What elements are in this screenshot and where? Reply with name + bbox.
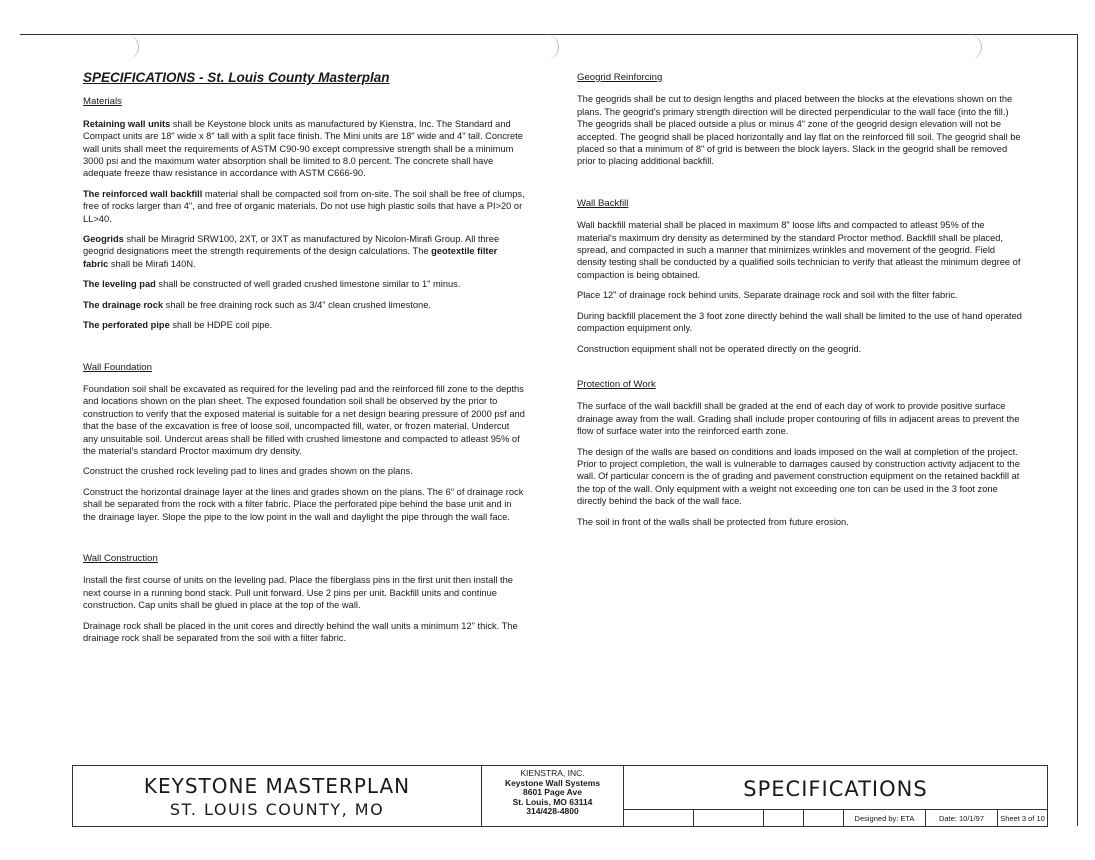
foundation-paragraph: Construct the horizontal drainage layer at the lines and grades shown on the plans. The 6" of drainage rock shall be separated from the rock with a filter fabric. Place the perforated pipe behind the base unit and in the drainage layer. Slope the pipe to the low point in the wall and daylight the pipe through the wall face. — [83, 486, 524, 522]
backfill-paragraph: Place 12" of drainage rock behind units. Separate drainage rock and soil with the filter fabric. — [577, 290, 958, 301]
bold-term: Retaining wall units — [83, 118, 171, 129]
protection-paragraph: The surface of the wall backfill shall be graded at the end of each day of work to provide positive surface drainage away from the wall. Grading shall include proper contouring of fills in adjacent areas to prevent the flow of surface water into the reinforced earth zone. — [577, 401, 1020, 437]
title-block — [72, 765, 1048, 827]
materials-paragraph — [83, 299, 525, 311]
bold-term: The leveling pad — [83, 279, 156, 290]
document-title: SPECIFICATIONS - St. Louis County Masterplan — [83, 70, 390, 85]
materials-paragraph — [83, 233, 525, 270]
bold-term: geotextile filter fabric — [83, 246, 498, 269]
materials-paragraph — [83, 278, 525, 290]
backfill-paragraph: During backfill placement the 3 foot zone directly behind the wall shall be limited to the use of hand operated compaction equipment only. — [577, 310, 1022, 334]
company-name: KIENSTRA, INC. — [520, 768, 585, 778]
section-heading-wall-foundation: Wall Foundation — [83, 361, 152, 373]
geogrid-paragraph: The geogrids shall be cut to design lengths and placed between the blocks at the elevations shown on the plans. The geogrid's primary strength direction will be directed perpendicular to the wall face (into the fill.) The geogrids shall be placed outside a plus or minus 4" zone of the geogrid design elevation will not be accepted. The geogrid shall be placed horizontally and lay flat on the reinforced fill soil. The geogrid shall be placed so that a minimum of 8" of grid is between the block layers. Slack in the geogrid shall be removed prior to placing additional backfill. — [577, 94, 1021, 167]
paragraph-text: shall be free draining rock such as 3/4" clean crushed limestone. — [163, 299, 431, 310]
revision-cell — [694, 810, 764, 826]
revision-cell — [804, 810, 844, 826]
backfill-paragraph: Wall backfill material shall be placed in maximum 8" loose lifts and compacted to atleast 95% of the material's maximum dry density as determined by the standard Proctor method. Backfill shall be placed, spread, and compacted in such a manner that minimizes wrinkles and movement of the geogrid. Field density testing shall be conducted by a qualified soils technician to verify that atleast the minimum degree of compaction is being obtained. — [577, 220, 1021, 280]
materials-paragraph — [83, 118, 525, 180]
materials-paragraph — [83, 319, 525, 331]
paragraph-text: material shall be compacted soil from on-site. The soil shall be free of clumps, free of rocks larger than 4", and free of organic materials. Do not use high plastic soils that have a PI>20 or LL>40. — [83, 188, 525, 224]
backfill-paragraph: Construction equipment shall not be operated directly on the geogrid. — [577, 343, 862, 354]
foundation-paragraph: Foundation soil shall be excavated as required for the leveling pad and the reinforced fill zone to the depths and locations shown on the plan sheet. The exposed foundation soil shall be observed by the prior to construction to verify that the exposed material is suitable for a net design bearing pressure of 2000 psf and that the base of the excavation is free of loose soil, uncompacted fill, water, or frozen material. Undercut any unsuitable soil. Undercut areas shall be filled with crushed limestone and compacted to atleast 95% of the material's standard Proctor maximum dry density. — [83, 383, 525, 456]
revision-cell — [624, 810, 694, 826]
construction-paragraph: Drainage rock shall be placed in the unit cores and directly behind the wall units a minimum 12" thick. The drainage rock shall be separated from the soil with a filter fabric. — [83, 620, 518, 643]
project-name-cell — [73, 766, 482, 826]
section-heading-geogrid-reinforcing: Geogrid Reinforcing — [577, 72, 663, 83]
project-location: ST. LOUIS COUNTY, MO — [169, 800, 385, 819]
materials-paragraph — [83, 188, 525, 225]
paragraph-text: shall be Miragrid SRW100, 2XT, or 3XT as manufactured by Nicolon-Mirafi Group. All three geogrid designations meet the strength requirements of the design calculations. The — [83, 234, 500, 257]
construction-paragraph: Install the first course of units on the leveling pad. Place the fiberglass pins in the first unit then install the next course in a running bond stack. Pull unit forward. Use 2 pins per unit. Backfill units and continue construction. Cap units shall be glued in place at the top of the wall. — [83, 575, 513, 611]
paragraph-text: shall be Keystone block units as manufactured by Kienstra, Inc. The Standard and Compact units are 18" wide x 8" tall with a split face finish. The Mini units are 18" wide and 4" tall. Concrete wall units shall meet the requirements of ASTM C90-90 except compressive strength shall be a minimum 3000 psi and the maximum water absorption shall be limited to 8.0 percent. The concrete shall have adequate freeze thaw resistance in accordance with ASTM C666-90. — [83, 118, 523, 179]
company-city: St. Louis, MO 63114 — [512, 796, 593, 807]
paragraph-text: shall be HDPE coil pipe. — [169, 320, 273, 331]
sheet-number: Sheet 3 of 10 — [1000, 813, 1045, 823]
sheet-title: SPECIFICATIONS — [743, 777, 928, 801]
project-title: KEYSTONE MASTERPLAN — [143, 774, 411, 798]
section-heading-protection-of-work: Protection of Work — [577, 378, 656, 390]
paragraph-text: shall be constructed of well graded crushed limestone similar to 1" minus. — [155, 279, 461, 290]
foundation-paragraph: Construct the crushed rock leveling pad to lines and grades shown on the plans. — [83, 466, 413, 477]
protection-paragraph: The design of the walls are based on conditions and loads imposed on the wall at completion of the project. Prior to project completion, the wall is vulnerable to damages caused by construction activity adjacent to the wall. Of particular concern is the of grading and pavement construction equipment on the retained backfill at the top of the wall. Only equipment with a weight not exceeding one ton can be used in the 3 foot zone directly behind the back of the wall face. — [577, 446, 1020, 507]
section-heading-materials: Materials — [83, 96, 122, 108]
company-division: Keystone Wall Systems — [504, 777, 601, 788]
revision-cell — [764, 810, 804, 826]
section-heading-wall-backfill: Wall Backfill — [577, 197, 629, 209]
company-cell — [482, 766, 624, 826]
paragraph-text: shall be Mirafi 140N. — [108, 258, 196, 269]
left-column — [83, 72, 525, 652]
date-field: Date: 10/1/97 — [926, 810, 998, 826]
protection-paragraph: The soil in front of the walls shall be protected from future erosion. — [577, 516, 849, 527]
punch-hole-mark — [532, 34, 559, 60]
company-street: 8601 Page Ave — [523, 787, 582, 798]
designed-by: Designed by: ETA — [844, 810, 926, 826]
bold-term: Geogrids — [83, 234, 124, 245]
punch-hole-mark — [955, 34, 982, 60]
bold-term: The reinforced wall backfill — [83, 188, 203, 199]
sheet-info-cell — [624, 766, 1047, 826]
revision-row — [624, 809, 1047, 826]
bold-term: The perforated pipe — [83, 320, 170, 331]
bold-term: The drainage rock — [83, 299, 164, 310]
company-phone: 314/428-4800 — [526, 806, 579, 817]
punch-hole-mark — [112, 34, 139, 60]
right-column — [577, 72, 1023, 536]
section-heading-wall-construction: Wall Construction — [83, 552, 158, 564]
